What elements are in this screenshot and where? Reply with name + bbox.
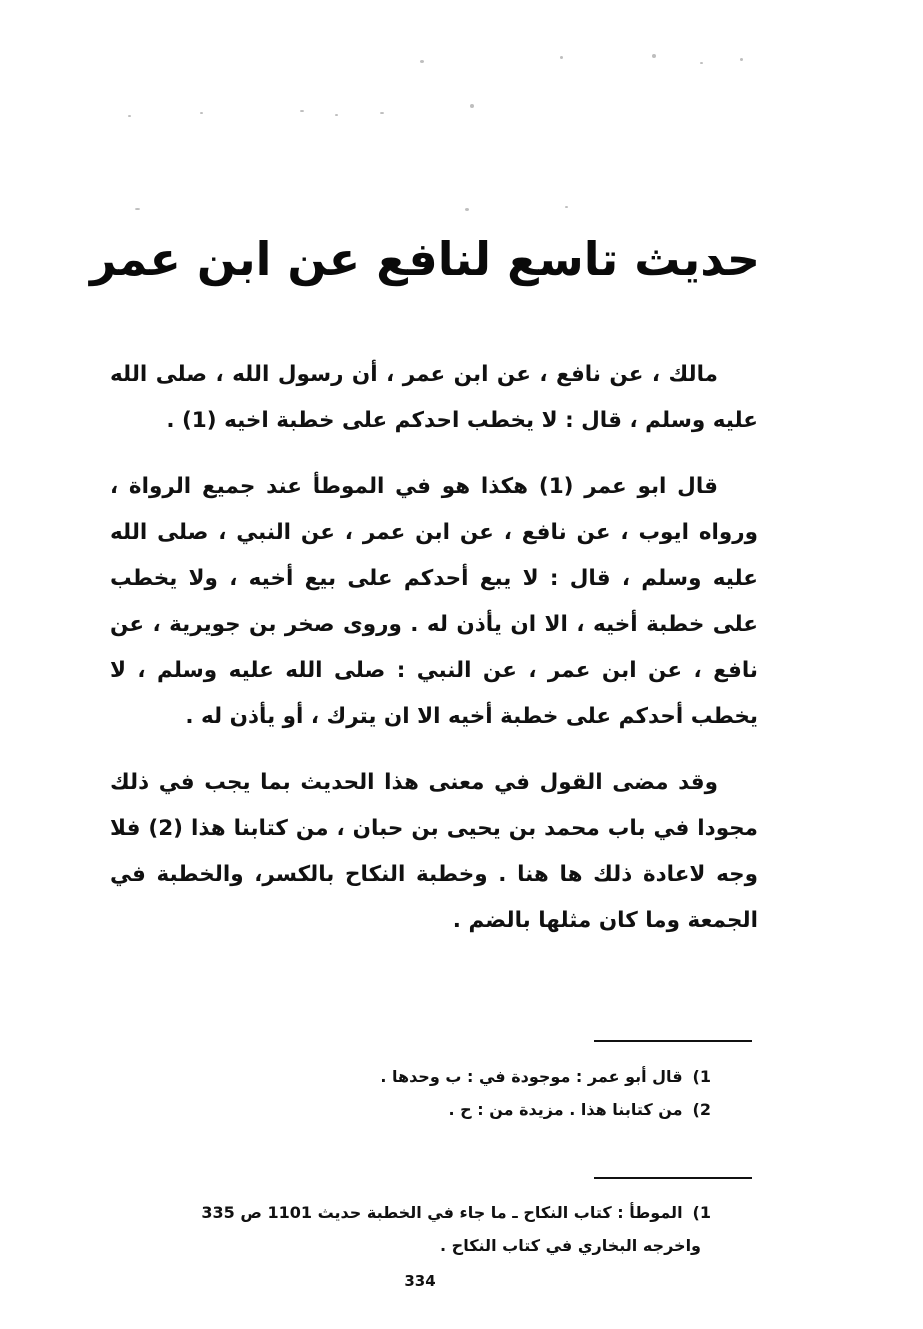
source-notes (201, 1196, 711, 1262)
scan-speckle (652, 54, 656, 58)
page-number: 334 (404, 1272, 436, 1290)
paragraph-1: مالك ، عن نافع ، عن ابن عمر ، أن رسول الله ، صلى الله عليه وسلم ، قال : لا يخطب احدكم على خطبة اخيه (1) . (110, 362, 758, 433)
page-title: حديث تاسع لنافع عن ابن عمر (90, 232, 760, 286)
scan-speckle (465, 208, 469, 211)
variant-notes (380, 1060, 711, 1126)
note-item (380, 1093, 711, 1126)
scan-speckle (740, 58, 743, 61)
note-text: قال أبو عمر : موجودة في : ب وحدها . (380, 1067, 683, 1086)
scan-speckle (565, 206, 568, 208)
scan-speckle (300, 110, 304, 112)
footnote-divider (594, 1040, 752, 1042)
paragraph-2: قال ابو عمر (1) هكذا هو في الموطأ عند جميع الرواة ، ورواه ايوب ، عن نافع ، عن ابن عمر ، عن النبي ، صلى الله عليه وسلم ، قال : لا يبع أحدكم على بيع أخيه ، ولا يخطب على خطبة أخيه ، الا ان يأذن له . وروى صخر بن جويرية ، عن نافع ، عن ابن عمر ، عن النبي : صلى الله عليه وسلم ، لا يخطب أحدكم على خطبة أخيه الا ان يترك ، أو يأذن له . (110, 474, 758, 729)
scan-speckle (420, 60, 424, 63)
note-text: واخرجه البخاري في كتاب النكاح . (440, 1236, 701, 1255)
scan-speckle (560, 56, 563, 59)
footnote-divider (594, 1177, 752, 1179)
note-item (380, 1060, 711, 1093)
scan-speckle (200, 112, 203, 114)
scan-speckle (335, 114, 338, 116)
main-text (110, 352, 758, 964)
scan-speckle (128, 115, 131, 117)
scan-speckle (470, 104, 474, 108)
note-number: 1) (692, 1067, 711, 1086)
paragraph-3: وقد مضى القول في معنى هذا الحديث بما يجب في ذلك مجودا في باب محمد بن يحيى بن حبان ، من كتابنا هذا (2) فلا وجه لاعادة ذلك ها هنا . وخطبة النكاح بالكسر، والخطبة في الجمعة وما كان مثلها بالضم . (110, 770, 758, 933)
note-number: 1) (692, 1203, 711, 1222)
scan-speckle (135, 208, 140, 210)
note-item (201, 1229, 711, 1262)
note-text: الموطأ : كتاب النكاح ـ ما جاء في الخطبة حديث 1101 ص 335 (201, 1203, 683, 1222)
note-number: 2) (692, 1100, 711, 1119)
note-text: من كتابنا هذا . مزيدة من : ح . (448, 1100, 683, 1119)
note-item (201, 1196, 711, 1229)
scan-speckle (700, 62, 703, 64)
scan-speckle (380, 112, 384, 114)
